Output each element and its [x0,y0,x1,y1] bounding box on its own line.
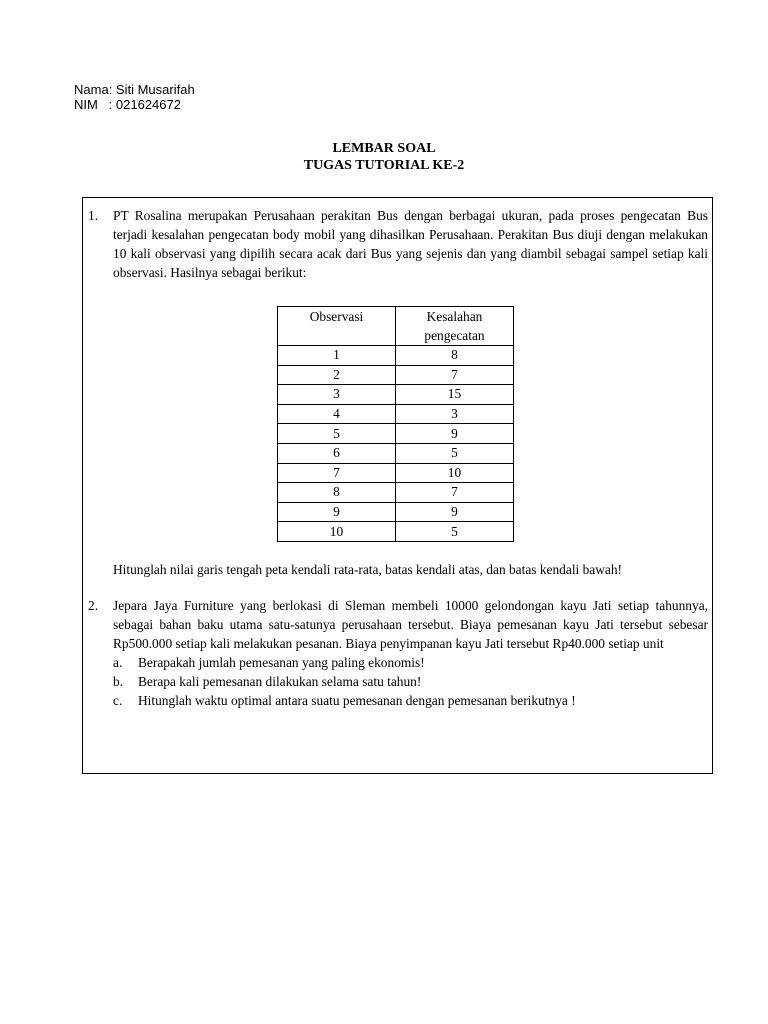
nim-value: 021624672 [115,97,181,112]
title-line-2: TUGAS TUTORIAL KE-2 [303,158,465,173]
observation-number-cell: 8 [278,483,396,503]
sub-question-text: Berapakah jumlah pemesanan yang paling ekonomis! [138,655,425,670]
error-count-cell: 8 [396,346,514,366]
observation-number-cell: 10 [278,522,396,542]
table-row [278,404,514,424]
error-count-cell: 5 [396,443,514,463]
observation-number-cell: 7 [278,463,396,483]
question-1 [88,206,708,282]
observation-number-cell: 5 [278,424,396,444]
sub-question-label: b. [113,674,124,689]
question-1-number: 1. [88,208,99,223]
name-label: Nama [74,82,109,97]
table-row [278,463,514,483]
document-title [0,140,768,174]
question-2 [88,596,708,710]
error-count-cell: 7 [396,483,514,503]
error-count-cell: 3 [396,404,514,424]
observation-number-cell: 9 [278,502,396,522]
question-1-instruction: Hitunglah nilai garis tengah peta kendali rata-rata, batas kendali atas, dan batas kendali bawah! [113,562,623,577]
sub-question-label: c. [113,693,123,708]
error-count-cell: 9 [396,502,514,522]
table-row [278,424,514,444]
observation-number-cell: 6 [278,443,396,463]
title-line-1: LEMBAR SOAL [332,141,436,156]
name-value: Siti Musarifah [115,82,195,97]
table-row [278,522,514,542]
error-count-cell: 15 [396,385,514,405]
table-row [278,385,514,405]
nim-row: NIM : 021624672 [74,97,181,112]
error-count-cell: 5 [396,522,514,542]
table-row [278,483,514,503]
table-row [278,365,514,385]
question-2-text: Jepara Jaya Furniture yang berlokasi di Sleman membeli 10000 gelondongan kayu Jati setiap tahunnya, sebagai bahan baku utama satu-satunya perusahaan tersebut. Biaya pemesanan kayu Jati tersebut sebesar Rp500.000 setiap kali melakukan pesanan. Biaya penyimpanan kayu Jati tersebut Rp40.000 setiap unit [113,598,708,651]
question-1-text: PT Rosalina merupakan Perusahaan perakitan Bus dengan berbagai ukuran, pada proses pengecatan Bus terjadi kesalahan pengecatan body mobil yang dihasilkan Perusahaan. Perakitan Bus diuji dengan melakukan 10 kali observasi yang dipilih secara acak dari Bus yang sejenis dan yang diambil sebagai sampel setiap kali observasi. Hasilnya sebagai berikut: [113,208,708,280]
table-row [278,346,514,366]
question-2-number: 2. [88,598,99,613]
sub-question-text: Hitunglah waktu optimal antara suatu pemesanan dengan pemesanan berikutnya ! [138,693,576,708]
observation-number-cell: 2 [278,365,396,385]
error-count-cell: 10 [396,463,514,483]
sub-question [113,653,708,672]
sub-question-label: a. [113,655,123,670]
table-row [278,443,514,463]
question-box [82,197,713,774]
error-count-cell: 9 [396,424,514,444]
column-header-kesalahan: Kesalahan pengecatan [396,307,514,346]
table-row [278,502,514,522]
name-row: Nama: Siti Musarifah [74,82,195,97]
observation-number-cell: 3 [278,385,396,405]
error-count-cell: 7 [396,365,514,385]
sub-question-text: Berapa kali pemesanan dilakukan selama satu tahun! [138,674,422,689]
observation-number-cell: 4 [278,404,396,424]
table-header-row [278,307,514,346]
question-2-subitems [113,653,708,710]
student-info [74,82,195,112]
column-header-observasi: Observasi [278,307,396,346]
nim-label: NIM [74,97,98,112]
sub-question [113,691,708,710]
observation-number-cell: 1 [278,346,396,366]
sub-question [113,672,708,691]
observation-table [277,306,514,542]
